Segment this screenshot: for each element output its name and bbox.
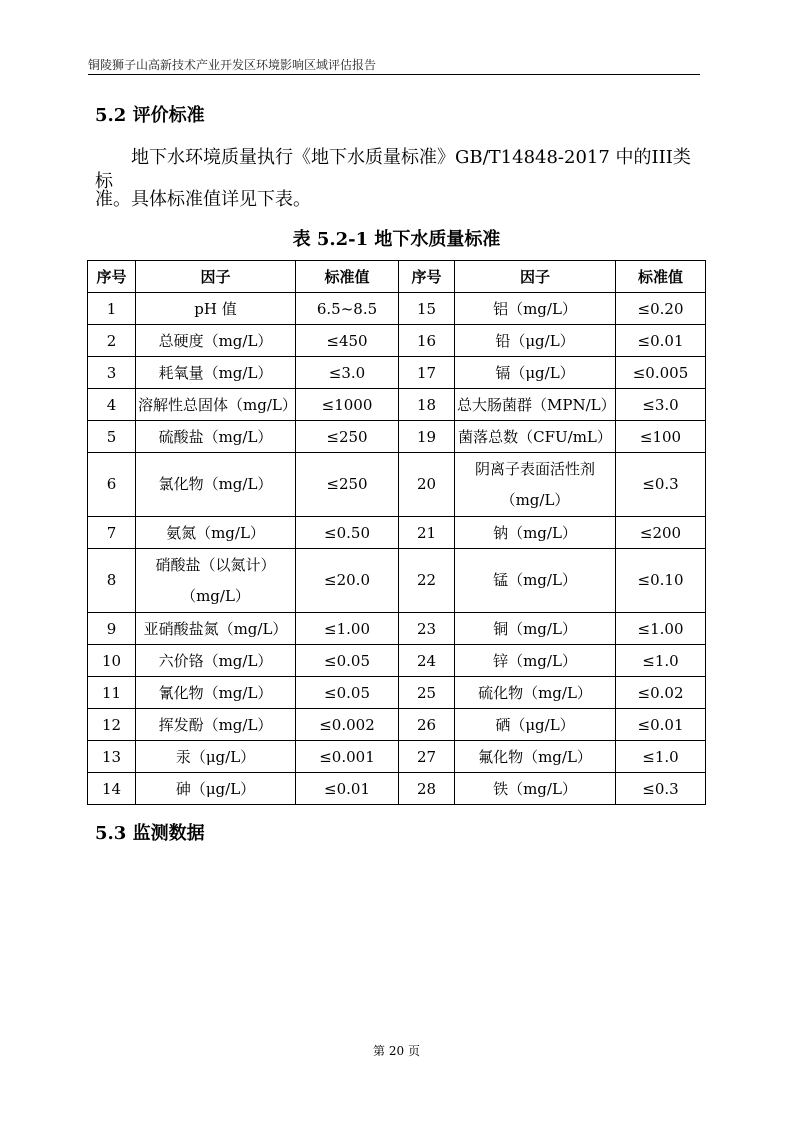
table-cell: ≤0.10 [616,549,706,613]
page-header: 铜陵狮子山高新技术产业开发区环境影响区域评估报告 [88,58,377,72]
table-cell: 15 [399,293,455,325]
table-cell: 氯化物（mg/L） [136,453,296,517]
table-cell: 5 [88,421,136,453]
header-cell: 标准值 [616,261,706,293]
header-rule [88,74,700,75]
table-cell: 23 [399,613,455,645]
table-cell: ≤1.0 [616,741,706,773]
table-row [88,517,706,549]
table-cell: ≤0.50 [296,517,399,549]
table-cell: ≤20.0 [296,549,399,613]
table-cell: 28 [399,773,455,805]
table-cell: 总大肠菌群（MPN/L） [455,389,616,421]
header-cell: 因子 [136,261,296,293]
table-cell: ≤250 [296,421,399,453]
header-cell: 序号 [399,261,455,293]
table-cell: 总硬度（mg/L） [136,325,296,357]
table-cell: 8 [88,549,136,613]
table-cell: 3 [88,357,136,389]
table-cell: ≤0.20 [616,293,706,325]
table-cell: 氟化物（mg/L） [455,741,616,773]
body-paragraph-line-1: 地下水环境质量执行《地下水质量标准》GB/T14848-2017 中的III类标 [95,147,691,192]
table-cell: 铝（mg/L） [455,293,616,325]
table-cell: 硝酸盐（以氮计）（mg/L） [136,549,296,613]
table-cell: pH 值 [136,293,296,325]
table-cell: ≤0.3 [616,453,706,517]
table-cell: ≤1000 [296,389,399,421]
table-title: 表 5.2-1 地下水质量标准 [292,229,501,250]
table-cell: 11 [88,677,136,709]
header-cell: 标准值 [296,261,399,293]
table-cell: 菌落总数（CFU/mL） [455,421,616,453]
table-cell: ≤0.005 [616,357,706,389]
table-header-row [88,261,706,293]
table-row [88,741,706,773]
table-cell: ≤1.00 [616,613,706,645]
table-cell: 溶解性总固体（mg/L） [136,389,296,421]
table-row [88,613,706,645]
table-cell: 2 [88,325,136,357]
table-cell: 铁（mg/L） [455,773,616,805]
table-row [88,357,706,389]
table-cell: 25 [399,677,455,709]
table-cell: 16 [399,325,455,357]
table-cell: 氰化物（mg/L） [136,677,296,709]
table-cell: ≤0.01 [296,773,399,805]
table-cell: 铅（μg/L） [455,325,616,357]
table-cell: 锌（mg/L） [455,645,616,677]
table-cell: 氨氮（mg/L） [136,517,296,549]
table-cell: 13 [88,741,136,773]
table-cell: ≤0.01 [616,709,706,741]
table-cell: 20 [399,453,455,517]
section-heading-5-2: 5.2 评价标准 [95,105,205,126]
table-cell: 6 [88,453,136,517]
table-cell: 17 [399,357,455,389]
table-cell: 21 [399,517,455,549]
table-cell: ≤100 [616,421,706,453]
table-cell: ≤0.01 [616,325,706,357]
table-cell: ≤0.001 [296,741,399,773]
table-cell: 汞（μg/L） [136,741,296,773]
table-cell: ≤3.0 [616,389,706,421]
standards-table [87,260,706,805]
table-cell: 锰（mg/L） [455,549,616,613]
body-paragraph-line-2: 准。具体标准值详见下表。 [95,189,311,210]
table-cell: 19 [399,421,455,453]
table-cell: 27 [399,741,455,773]
table-cell: 4 [88,389,136,421]
table-cell: 24 [399,645,455,677]
table-cell: 18 [399,389,455,421]
table-cell: 铜（mg/L） [455,613,616,645]
table-row [88,709,706,741]
table-row [88,773,706,805]
table-cell: ≤0.05 [296,645,399,677]
table-row [88,293,706,325]
table-cell: ≤0.002 [296,709,399,741]
table-row [88,325,706,357]
table-row [88,677,706,709]
section-heading-5-3: 5.3 监测数据 [95,823,205,844]
page-footer: 第 20 页 [373,1044,420,1058]
table-cell: ≤0.05 [296,677,399,709]
table-cell: 12 [88,709,136,741]
table-cell: ≤1.0 [616,645,706,677]
table-cell: ≤450 [296,325,399,357]
table-row [88,421,706,453]
table-cell: 9 [88,613,136,645]
table-cell: 六价铬（mg/L） [136,645,296,677]
table-cell: 挥发酚（mg/L） [136,709,296,741]
table-cell: 阴离子表面活性剂（mg/L） [455,453,616,517]
table-cell: 7 [88,517,136,549]
table-cell: 10 [88,645,136,677]
table-row [88,389,706,421]
table-row [88,453,706,517]
table-cell: 硫化物（mg/L） [455,677,616,709]
header-cell: 序号 [88,261,136,293]
table-cell: 硒（μg/L） [455,709,616,741]
table-cell: 镉（μg/L） [455,357,616,389]
table-cell: ≤250 [296,453,399,517]
table-cell: 砷（μg/L） [136,773,296,805]
table-cell: 耗氧量（mg/L） [136,357,296,389]
table-cell: ≤200 [616,517,706,549]
table-cell: 钠（mg/L） [455,517,616,549]
header-cell: 因子 [455,261,616,293]
table-cell: 14 [88,773,136,805]
table-cell: ≤3.0 [296,357,399,389]
table-row [88,549,706,613]
table-cell: ≤1.00 [296,613,399,645]
table-cell: 6.5~8.5 [296,293,399,325]
table-cell: 1 [88,293,136,325]
table-cell: 22 [399,549,455,613]
table-cell: 亚硝酸盐氮（mg/L） [136,613,296,645]
table-row [88,645,706,677]
table-cell: ≤0.02 [616,677,706,709]
table-cell: 26 [399,709,455,741]
table-cell: ≤0.3 [616,773,706,805]
table-cell: 硫酸盐（mg/L） [136,421,296,453]
